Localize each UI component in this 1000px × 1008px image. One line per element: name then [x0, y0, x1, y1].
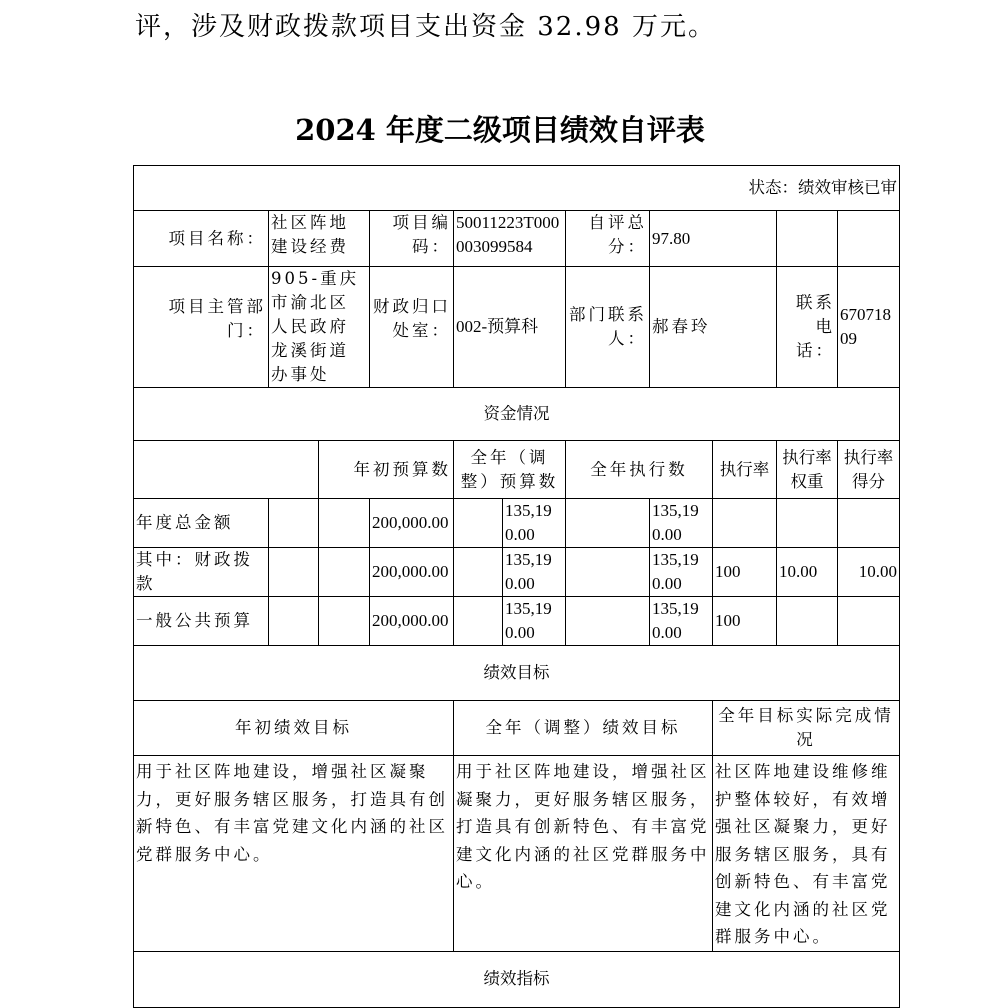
project-code-label: 项目编码： — [370, 211, 454, 267]
status-row — [134, 166, 900, 211]
empty-cell — [454, 548, 503, 597]
indicators-section-title: 绩效指标 — [134, 951, 900, 1007]
funds-row-label: 一般公共预算 — [134, 597, 269, 646]
initial-budget-value: 200,000.00 — [370, 548, 454, 597]
dept-label: 项目主管部门： — [134, 267, 269, 388]
initial-goal-text: 用于社区阵地建设，增强社区凝聚力，更好服务辖区服务，打造具有创新特色、有丰富党建文化内涵的社区党群服务中心。 — [134, 756, 454, 952]
funds-row-total — [134, 499, 900, 548]
rate-value — [713, 499, 777, 548]
status-text: 状态：绩效审核已审 — [134, 166, 900, 211]
project-code-value: 50011223T000003099584 — [454, 211, 566, 267]
rate-header: 执行率 — [713, 441, 777, 499]
initial-budget-value: 200,000.00 — [370, 597, 454, 646]
score-value — [838, 499, 900, 548]
self-score-value: 97.80 — [650, 211, 777, 267]
goals-section-row — [134, 646, 900, 701]
empty-cell — [777, 211, 838, 267]
project-name-value: 社区阵地建设经费 — [269, 211, 370, 267]
adjusted-budget-header: 全年（调整）预算数 — [454, 441, 566, 499]
adjusted-budget-value: 135,190.00 — [503, 499, 566, 548]
weight-value — [777, 597, 838, 646]
funds-row-general — [134, 597, 900, 646]
score-value — [838, 597, 900, 646]
intro-paragraph: 评，涉及财政拨款项目支出资金 32.98 万元。 — [135, 12, 716, 42]
funds-section-title: 资金情况 — [134, 388, 900, 441]
initial-budget-value: 200,000.00 — [370, 499, 454, 548]
empty-cell — [319, 499, 370, 548]
executed-value: 135,190.00 — [650, 499, 713, 548]
funds-row-fiscal — [134, 548, 900, 597]
project-name-label: 项目名称： — [134, 211, 269, 267]
dept-value: 905-重庆市渝北区人民政府龙溪街道办事处 — [269, 267, 370, 388]
executed-header: 全年执行数 — [566, 441, 713, 499]
finance-office-label: 财政归口处室： — [370, 267, 454, 388]
weight-header: 执行率权重 — [777, 441, 838, 499]
phone-label: 联系电话： — [777, 267, 838, 388]
empty-cell — [566, 499, 650, 548]
funds-row-label: 其中：财政拨款 — [134, 548, 269, 597]
empty-cell — [566, 548, 650, 597]
self-score-label: 自评总分： — [566, 211, 650, 267]
actual-goal-header: 全年目标实际完成情况 — [713, 701, 900, 756]
initial-budget-header: 年初预算数 — [319, 441, 454, 499]
empty-cell — [454, 597, 503, 646]
empty-cell — [838, 211, 900, 267]
project-row-1 — [134, 211, 900, 267]
indicators-section-row — [134, 951, 900, 1007]
empty-cell — [319, 548, 370, 597]
score-header: 执行率得分 — [838, 441, 900, 499]
empty-cell — [134, 441, 319, 499]
rate-value: 100 — [713, 597, 777, 646]
rate-value: 100 — [713, 548, 777, 597]
phone-value: 67071809 — [838, 267, 900, 388]
weight-value: 10.00 — [777, 548, 838, 597]
funds-row-label: 年度总金额 — [134, 499, 269, 548]
goals-header-row — [134, 701, 900, 756]
score-value: 10.00 — [838, 548, 900, 597]
page-title: 2024 年度二级项目绩效自评表 — [295, 113, 705, 147]
goals-content-row — [134, 756, 900, 952]
evaluation-table — [133, 165, 900, 1008]
finance-office-value: 002-预算科 — [454, 267, 566, 388]
adjusted-goal-header: 全年（调整）绩效目标 — [454, 701, 713, 756]
funds-section-row — [134, 388, 900, 441]
contact-value: 郝春玲 — [650, 267, 777, 388]
funds-header-row — [134, 441, 900, 499]
empty-cell — [566, 597, 650, 646]
empty-cell — [269, 548, 319, 597]
empty-cell — [269, 499, 319, 548]
initial-goal-header: 年初绩效目标 — [134, 701, 454, 756]
adjusted-goal-text: 用于社区阵地建设，增强社区凝聚力，更好服务辖区服务，打造具有创新特色、有丰富党建文化内涵的社区党群服务中心。 — [454, 756, 713, 952]
executed-value: 135,190.00 — [650, 597, 713, 646]
goals-section-title: 绩效目标 — [134, 646, 900, 701]
executed-value: 135,190.00 — [650, 548, 713, 597]
empty-cell — [319, 597, 370, 646]
project-row-2 — [134, 267, 900, 388]
actual-goal-text: 社区阵地建设维修维护整体较好，有效增强社区凝聚力，更好服务辖区服务，具有创新特色、有丰富党建文化内涵的社区党群服务中心。 — [713, 756, 900, 952]
contact-label: 部门联系人： — [566, 267, 650, 388]
weight-value — [777, 499, 838, 548]
empty-cell — [269, 597, 319, 646]
adjusted-budget-value: 135,190.00 — [503, 597, 566, 646]
empty-cell — [454, 499, 503, 548]
adjusted-budget-value: 135,190.00 — [503, 548, 566, 597]
